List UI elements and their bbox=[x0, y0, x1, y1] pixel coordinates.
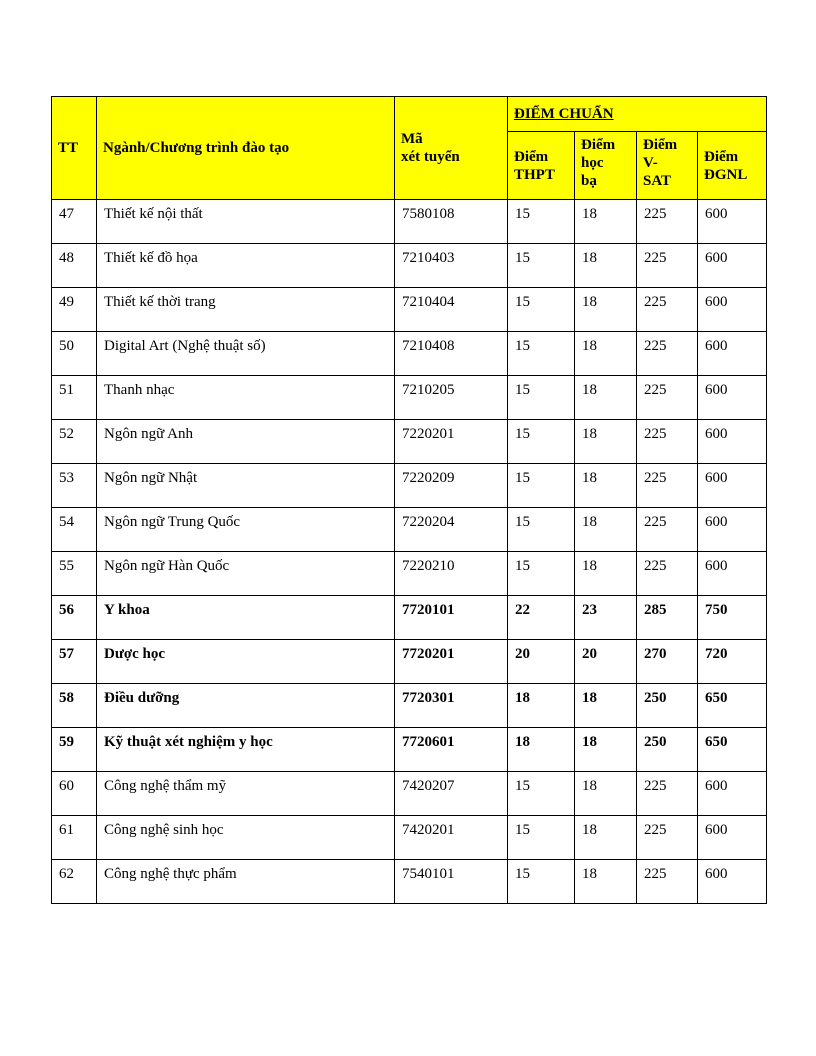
cell-tt: 62 bbox=[52, 860, 97, 904]
cell-program: Y khoa bbox=[97, 596, 395, 640]
cell-hocba: 18 bbox=[575, 552, 637, 596]
cell-dgnl: 600 bbox=[698, 200, 767, 244]
cell-code: 7720101 bbox=[395, 596, 508, 640]
cell-dgnl: 750 bbox=[698, 596, 767, 640]
cell-vsat: 225 bbox=[637, 552, 698, 596]
header-hocba bbox=[575, 132, 637, 200]
cell-thpt: 15 bbox=[508, 816, 575, 860]
cell-dgnl: 600 bbox=[698, 860, 767, 904]
cell-tt: 53 bbox=[52, 464, 97, 508]
cell-code: 7720201 bbox=[395, 640, 508, 684]
header-hocba-line1: Điểm bbox=[581, 137, 616, 153]
cell-code: 7720601 bbox=[395, 728, 508, 772]
cell-thpt: 15 bbox=[508, 464, 575, 508]
cell-vsat: 225 bbox=[637, 772, 698, 816]
header-score-group bbox=[508, 97, 767, 132]
header-vsat bbox=[637, 132, 698, 200]
cell-code: 7720301 bbox=[395, 684, 508, 728]
cell-thpt: 18 bbox=[508, 728, 575, 772]
cell-tt: 56 bbox=[52, 596, 97, 640]
cell-code: 7220201 bbox=[395, 420, 508, 464]
table-row bbox=[52, 552, 767, 596]
table-row bbox=[52, 772, 767, 816]
cell-tt: 47 bbox=[52, 200, 97, 244]
cell-hocba: 18 bbox=[575, 684, 637, 728]
cell-hocba: 18 bbox=[575, 860, 637, 904]
cell-hocba: 18 bbox=[575, 244, 637, 288]
header-hocba-line2: học bbox=[581, 155, 604, 171]
cell-code: 7580108 bbox=[395, 200, 508, 244]
cell-vsat: 225 bbox=[637, 376, 698, 420]
cell-thpt: 15 bbox=[508, 552, 575, 596]
table-row bbox=[52, 244, 767, 288]
cell-vsat: 225 bbox=[637, 244, 698, 288]
header-vsat-line2: V- bbox=[643, 155, 658, 171]
table-row bbox=[52, 816, 767, 860]
cell-tt: 52 bbox=[52, 420, 97, 464]
table-row bbox=[52, 728, 767, 772]
cell-vsat: 225 bbox=[637, 420, 698, 464]
cell-thpt: 15 bbox=[508, 772, 575, 816]
header-dgnl-line2: ĐGNL bbox=[704, 166, 748, 183]
table-row bbox=[52, 420, 767, 464]
cell-hocba: 18 bbox=[575, 420, 637, 464]
cell-vsat: 225 bbox=[637, 200, 698, 244]
cell-hocba: 18 bbox=[575, 332, 637, 376]
cell-tt: 54 bbox=[52, 508, 97, 552]
table-row bbox=[52, 596, 767, 640]
header-thpt-line2: THPT bbox=[514, 166, 555, 183]
cell-dgnl: 600 bbox=[698, 244, 767, 288]
table-body bbox=[52, 200, 767, 904]
cell-program: Công nghệ thẩm mỹ bbox=[97, 772, 395, 816]
header-vsat-line3: SAT bbox=[643, 173, 672, 189]
header-program: Ngành/Chương trình đào tạo bbox=[97, 97, 395, 200]
cell-program: Ngôn ngữ Nhật bbox=[97, 464, 395, 508]
cell-vsat: 225 bbox=[637, 860, 698, 904]
cell-program: Thiết kế nội thất bbox=[97, 200, 395, 244]
cell-vsat: 225 bbox=[637, 332, 698, 376]
table-row bbox=[52, 684, 767, 728]
cell-tt: 59 bbox=[52, 728, 97, 772]
cell-dgnl: 600 bbox=[698, 464, 767, 508]
cell-vsat: 270 bbox=[637, 640, 698, 684]
cell-tt: 61 bbox=[52, 816, 97, 860]
cell-vsat: 285 bbox=[637, 596, 698, 640]
cell-code: 7210403 bbox=[395, 244, 508, 288]
cell-program: Digital Art (Nghệ thuật số) bbox=[97, 332, 395, 376]
cell-hocba: 18 bbox=[575, 376, 637, 420]
cell-hocba: 18 bbox=[575, 508, 637, 552]
header-vsat-line1: Điểm bbox=[643, 137, 678, 153]
table-row bbox=[52, 200, 767, 244]
header-thpt bbox=[508, 132, 575, 200]
header-code-line1: Mã bbox=[401, 131, 423, 147]
cell-code: 7420201 bbox=[395, 816, 508, 860]
cell-program: Thanh nhạc bbox=[97, 376, 395, 420]
cell-program: Điều dưỡng bbox=[97, 684, 395, 728]
cell-code: 7210205 bbox=[395, 376, 508, 420]
cell-thpt: 15 bbox=[508, 420, 575, 464]
header-dgnl bbox=[698, 132, 767, 200]
cell-dgnl: 600 bbox=[698, 772, 767, 816]
cell-dgnl: 600 bbox=[698, 816, 767, 860]
header-hocba-line3: bạ bbox=[581, 173, 597, 189]
cell-tt: 60 bbox=[52, 772, 97, 816]
cell-tt: 51 bbox=[52, 376, 97, 420]
cell-thpt: 18 bbox=[508, 684, 575, 728]
cell-program: Ngôn ngữ Anh bbox=[97, 420, 395, 464]
cell-vsat: 225 bbox=[637, 464, 698, 508]
cell-hocba: 18 bbox=[575, 772, 637, 816]
cell-tt: 55 bbox=[52, 552, 97, 596]
cell-program: Ngôn ngữ Trung Quốc bbox=[97, 508, 395, 552]
cell-dgnl: 600 bbox=[698, 332, 767, 376]
cell-hocba: 18 bbox=[575, 816, 637, 860]
cell-dgnl: 650 bbox=[698, 684, 767, 728]
table-row bbox=[52, 288, 767, 332]
cell-code: 7210404 bbox=[395, 288, 508, 332]
table-row bbox=[52, 860, 767, 904]
cell-thpt: 15 bbox=[508, 288, 575, 332]
header-thpt-line1: Điểm bbox=[514, 148, 549, 165]
cell-tt: 48 bbox=[52, 244, 97, 288]
cell-thpt: 20 bbox=[508, 640, 575, 684]
header-score-group-label: ĐIỂM CHUẨN bbox=[514, 106, 614, 122]
header-row-1 bbox=[52, 97, 767, 132]
cell-program: Kỹ thuật xét nghiệm y học bbox=[97, 728, 395, 772]
cell-program: Công nghệ sinh học bbox=[97, 816, 395, 860]
cell-program: Công nghệ thực phẩm bbox=[97, 860, 395, 904]
cell-code: 7220210 bbox=[395, 552, 508, 596]
cell-code: 7220204 bbox=[395, 508, 508, 552]
cell-hocba: 18 bbox=[575, 728, 637, 772]
cell-hocba: 18 bbox=[575, 200, 637, 244]
cell-program: Thiết kế đồ họa bbox=[97, 244, 395, 288]
cell-code: 7420207 bbox=[395, 772, 508, 816]
cell-dgnl: 600 bbox=[698, 288, 767, 332]
cell-thpt: 15 bbox=[508, 376, 575, 420]
cell-thpt: 22 bbox=[508, 596, 575, 640]
cell-tt: 50 bbox=[52, 332, 97, 376]
cell-vsat: 225 bbox=[637, 288, 698, 332]
cell-program: Ngôn ngữ Hàn Quốc bbox=[97, 552, 395, 596]
cell-thpt: 15 bbox=[508, 244, 575, 288]
cell-thpt: 15 bbox=[508, 860, 575, 904]
header-tt: TT bbox=[52, 97, 97, 200]
table-row bbox=[52, 332, 767, 376]
cell-hocba: 20 bbox=[575, 640, 637, 684]
table-row bbox=[52, 640, 767, 684]
cell-code: 7540101 bbox=[395, 860, 508, 904]
cell-code: 7210408 bbox=[395, 332, 508, 376]
cell-program: Dược học bbox=[97, 640, 395, 684]
admission-score-table bbox=[51, 96, 767, 904]
table-row bbox=[52, 508, 767, 552]
cell-dgnl: 600 bbox=[698, 508, 767, 552]
cell-program: Thiết kế thời trang bbox=[97, 288, 395, 332]
cell-hocba: 18 bbox=[575, 464, 637, 508]
cell-dgnl: 600 bbox=[698, 420, 767, 464]
cell-thpt: 15 bbox=[508, 508, 575, 552]
table-header bbox=[52, 97, 767, 200]
cell-tt: 49 bbox=[52, 288, 97, 332]
cell-thpt: 15 bbox=[508, 332, 575, 376]
cell-vsat: 250 bbox=[637, 684, 698, 728]
header-code-line2: xét tuyển bbox=[401, 149, 460, 165]
table-row bbox=[52, 464, 767, 508]
cell-thpt: 15 bbox=[508, 200, 575, 244]
cell-dgnl: 720 bbox=[698, 640, 767, 684]
cell-hocba: 18 bbox=[575, 288, 637, 332]
table-row bbox=[52, 376, 767, 420]
cell-tt: 57 bbox=[52, 640, 97, 684]
cell-vsat: 250 bbox=[637, 728, 698, 772]
cell-dgnl: 600 bbox=[698, 376, 767, 420]
cell-tt: 58 bbox=[52, 684, 97, 728]
cell-dgnl: 600 bbox=[698, 552, 767, 596]
cell-vsat: 225 bbox=[637, 816, 698, 860]
cell-dgnl: 650 bbox=[698, 728, 767, 772]
cell-hocba: 23 bbox=[575, 596, 637, 640]
header-code bbox=[395, 97, 508, 200]
header-dgnl-line1: Điểm bbox=[704, 148, 739, 165]
cell-code: 7220209 bbox=[395, 464, 508, 508]
cell-vsat: 225 bbox=[637, 508, 698, 552]
